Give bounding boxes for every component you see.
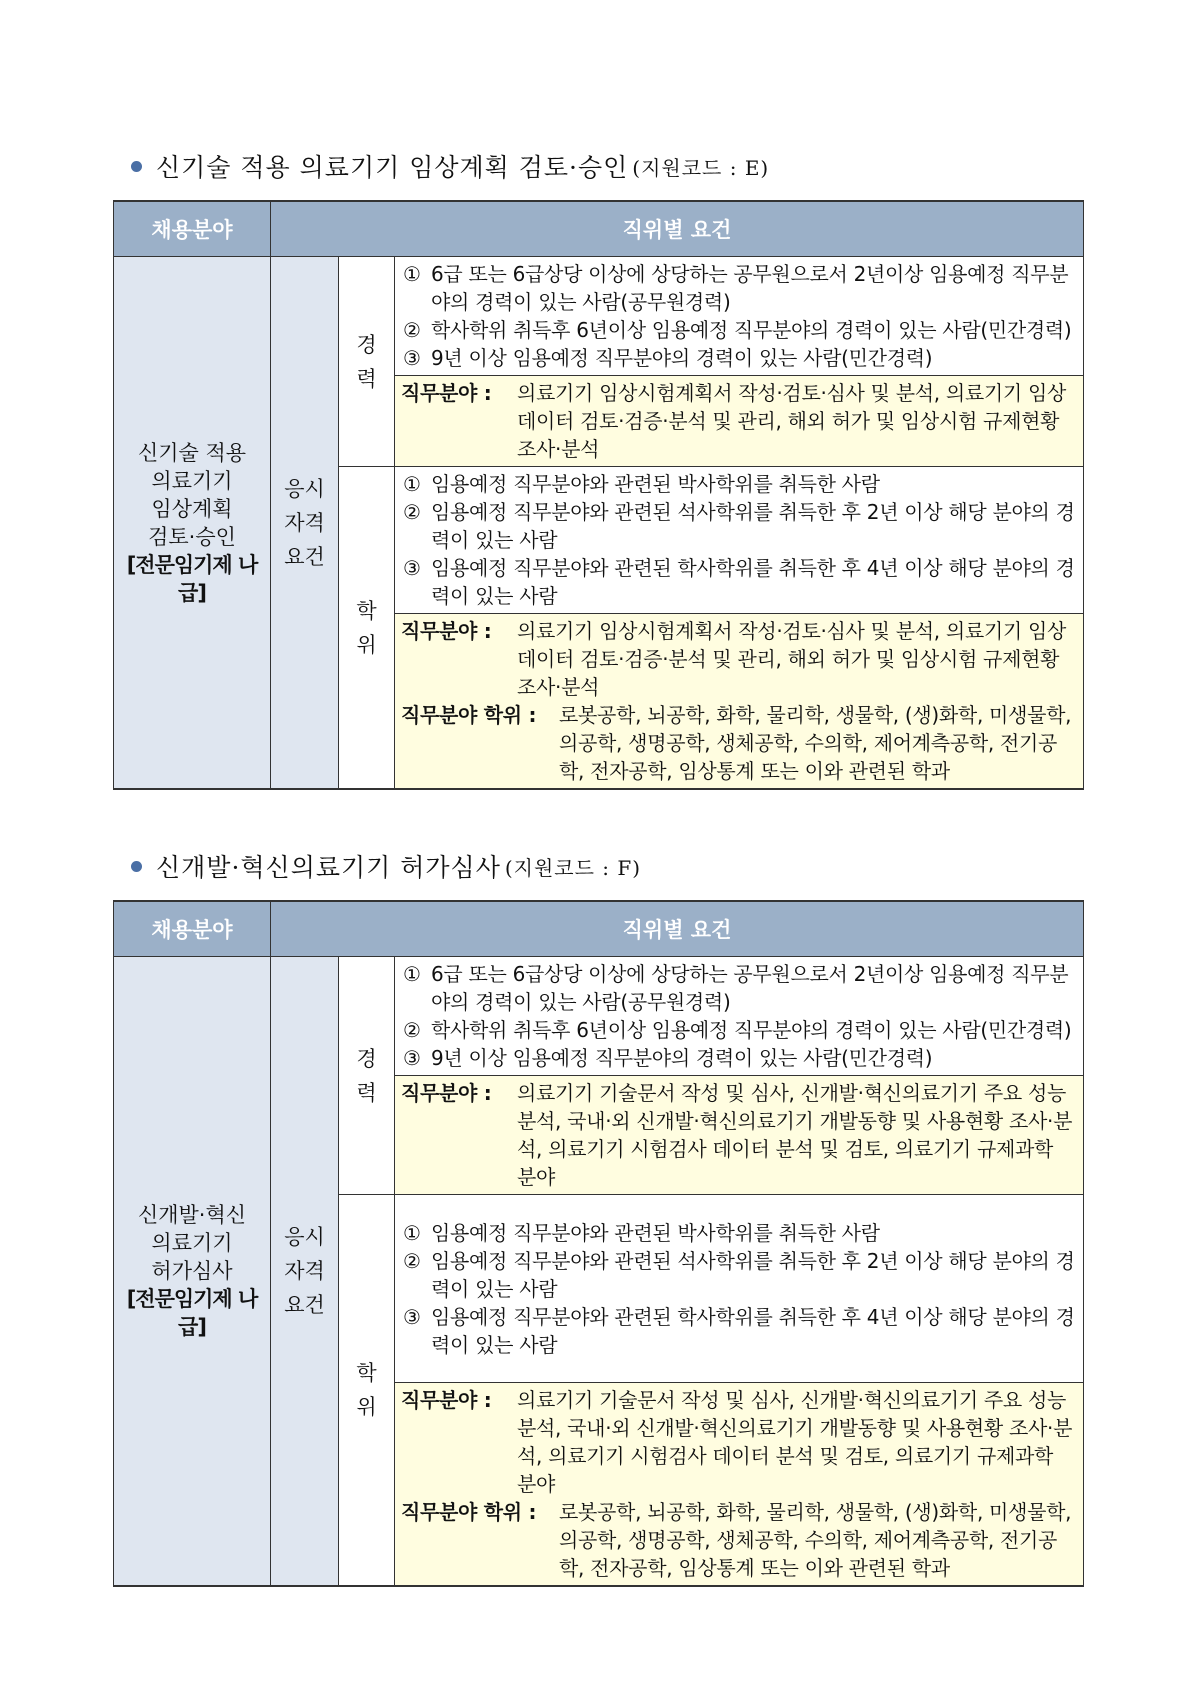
- field-cell: 신개발·혁신 의료기기 허가심사 [전문임기제 나급]: [114, 957, 271, 1587]
- list-item: ② 임용예정 직무분야와 관련된 석사학위를 취득한 후 2년 이상 해당 분야의 경력이 있는 사람: [403, 1248, 1075, 1301]
- section-title: [113, 146, 1084, 186]
- career-label-cell: 경 력: [339, 957, 395, 1195]
- requirements-table: [113, 900, 1084, 1587]
- section-e: [113, 146, 1084, 790]
- header-requirements: 직위별 요건: [271, 901, 1084, 957]
- rank-label: [전문임기제 나급]: [126, 552, 258, 605]
- career-label-cell: 경 력: [339, 257, 395, 467]
- header-field: 채용분야: [114, 901, 271, 957]
- degree-duty: 직무분야 : 의료기기 기술문서 작성 및 심사, 신개발·혁신의료기기 주요 성능 분석, 국내·외 신개발·혁신의료기기 개발동향 및 사용현황 조사·분석, 의료기기 시험검사 데이터 분석 및 검토, 의료기기 규제과학 분야 직무분야 학위 : 로봇공학, 뇌공학, 화학, 물리학, 생물학, (생)화학, 미생물학, 의공학, 생명공학, 생체공학, 수의학, 제어계측공학, 전기공학, 전자공학, 임상통계 또는 이와 관련된 학과: [395, 1383, 1084, 1587]
- list-item: ① 6급 또는 6급상당 이상에 상당하는 공무원으로서 2년이상 임용예정 직무분야의 경력이 있는 사람(공무원경력): [403, 962, 1069, 1014]
- field-cell: 신기술 적용 의료기기 임상계획 검토·승인 [전문임기제 나급]: [114, 257, 271, 790]
- qualification-cell: 응시 자격 요건: [271, 257, 339, 790]
- section-f: [113, 846, 1084, 1587]
- section-code: (지원코드 : E): [632, 155, 770, 180]
- career-items: [395, 257, 1084, 376]
- requirements-table: [113, 200, 1084, 790]
- list-item: ① 6급 또는 6급상당 이상에 상당하는 공무원으로서 2년이상 임용예정 직무분야의 경력이 있는 사람(공무원경력): [403, 262, 1069, 314]
- rank-label: [전문임기제 나급]: [126, 1287, 258, 1339]
- qualification-cell: 응시 자격 요건: [271, 957, 339, 1587]
- list-item: ② 학사학위 취득후 6년이상 임용예정 직무분야의 경력이 있는 사람(민간경력): [403, 1018, 1072, 1042]
- list-item: ③ 9년 이상 임용예정 직무분야의 경력이 있는 사람(민간경력): [403, 1046, 933, 1070]
- list-item: ③ 임용예정 직무분야와 관련된 학사학위를 취득한 후 4년 이상 해당 분야의 경력이 있는 사람: [403, 556, 1075, 608]
- career-duty: 직무분야 : 의료기기 기술문서 작성 및 심사, 신개발·혁신의료기기 주요 성능 분석, 국내·외 신개발·혁신의료기기 개발동향 및 사용현황 조사·분석, 의료기기 시험검사 데이터 분석 및 검토, 의료기기 규제과학 분야: [395, 1076, 1084, 1195]
- degree-duty: 직무분야 : 의료기기 임상시험계획서 작성·검토·심사 및 분석, 의료기기 임상데이터 검토·검증·분석 및 관리, 해외 허가 및 임상시험 규제현황 조사·분석 직무분야 학위 : 로봇공학, 뇌공학, 화학, 물리학, 생물학, (생)화학, 미생물학, 의공학, 생명공학, 생체공학, 수의학, 제어계측공학, 전기공학, 전자공학, 임상통계 또는 이와 관련된 학과: [395, 614, 1084, 790]
- list-item: ① 임용예정 직무분야와 관련된 박사학위를 취득한 사람: [403, 472, 880, 496]
- bullet-icon: [131, 161, 142, 172]
- list-item: ① 임용예정 직무분야와 관련된 박사학위를 취득한 사람: [403, 1220, 880, 1245]
- header-requirements: 직위별 요건: [271, 201, 1084, 257]
- career-items: [395, 957, 1084, 1076]
- list-item: ③ 임용예정 직무분야와 관련된 학사학위를 취득한 후 4년 이상 해당 분야의 경력이 있는 사람: [403, 1304, 1075, 1357]
- list-item: ② 학사학위 취득후 6년이상 임용예정 직무분야의 경력이 있는 사람(민간경력): [403, 318, 1072, 342]
- list-item: ③ 9년 이상 임용예정 직무분야의 경력이 있는 사람(민간경력): [403, 346, 933, 370]
- section-title-text: 신개발·혁신의료기기 허가심사: [156, 853, 501, 882]
- degree-label-cell: 학 위: [339, 467, 395, 790]
- degree-items: [395, 1195, 1084, 1383]
- career-duty: 직무분야 : 의료기기 임상시험계획서 작성·검토·심사 및 분석, 의료기기 임상데이터 검토·검증·분석 및 관리, 해외 허가 및 임상시험 규제현황 조사·분석: [395, 376, 1084, 467]
- section-code: (지원코드 : F): [504, 855, 642, 880]
- degree-label-cell: 학 위: [339, 1195, 395, 1587]
- header-field: 채용분야: [114, 201, 271, 257]
- degree-items: [395, 467, 1084, 614]
- section-title: [113, 846, 1084, 886]
- section-title-text: 신기술 적용 의료기기 임상계획 검토·승인: [156, 153, 629, 182]
- bullet-icon: [131, 861, 142, 872]
- list-item: ② 임용예정 직무분야와 관련된 석사학위를 취득한 후 2년 이상 해당 분야의 경력이 있는 사람: [403, 500, 1075, 552]
